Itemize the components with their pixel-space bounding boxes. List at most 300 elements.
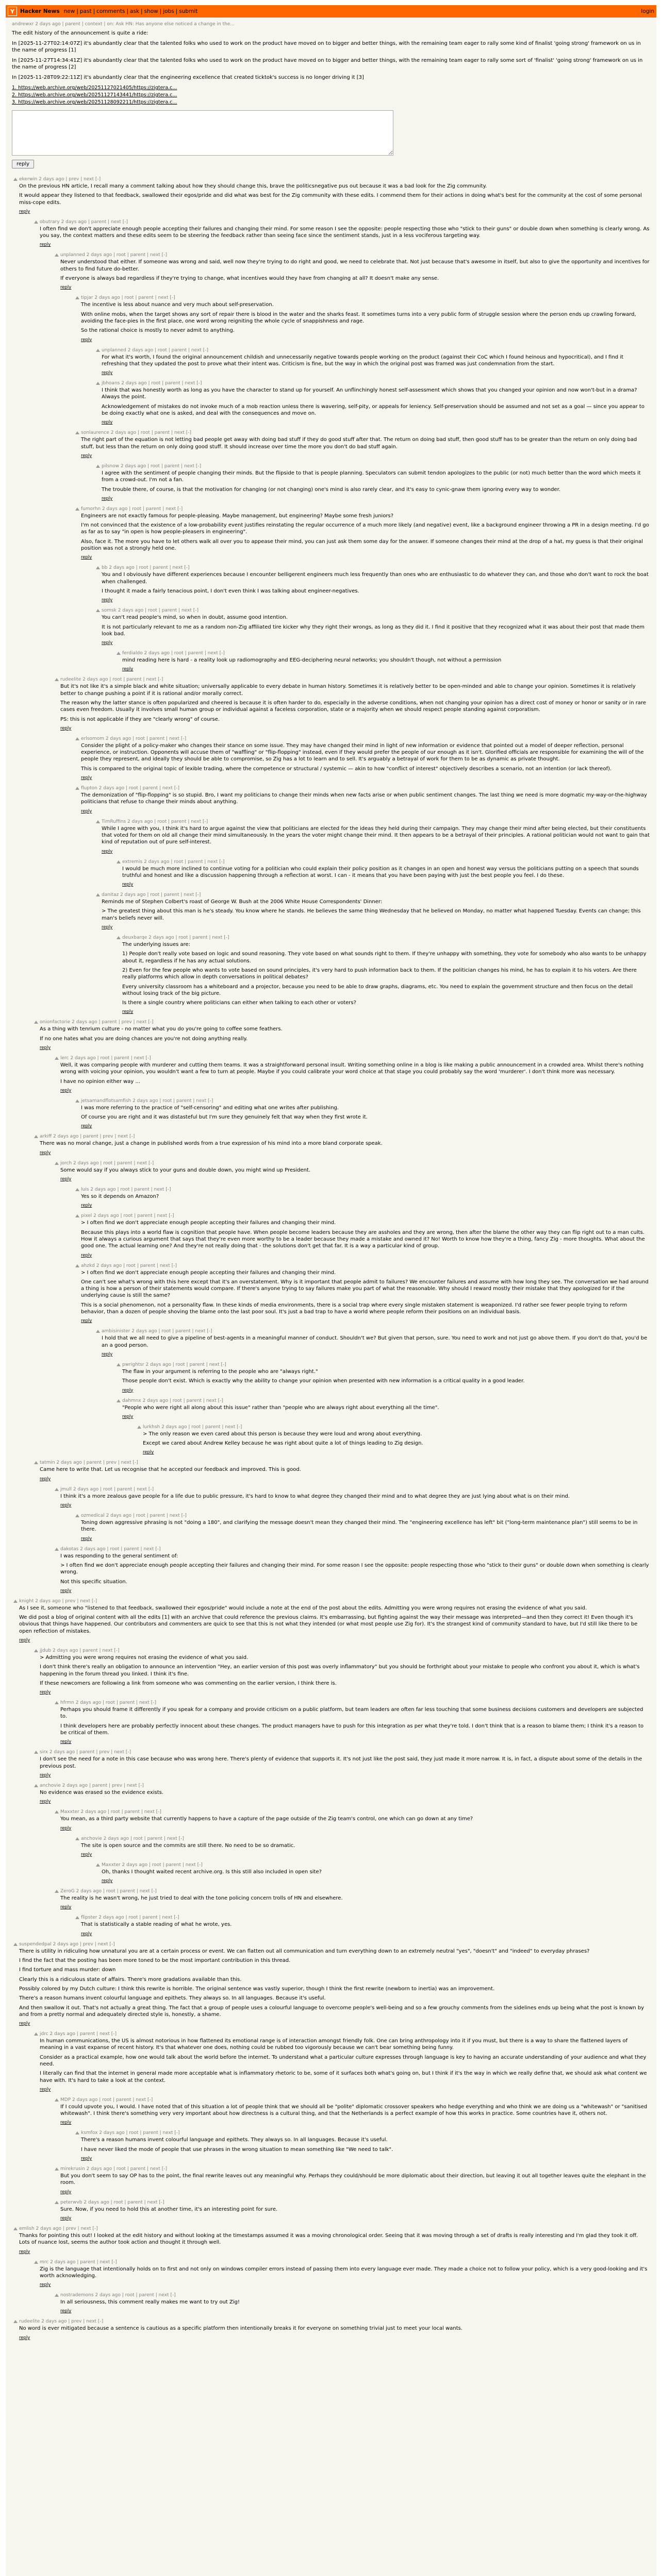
upvote-arrow-icon[interactable] <box>55 2167 59 2171</box>
comment-meta[interactable]: pixel 2 days ago | root | parent | next [-] <box>81 1213 174 1219</box>
comment-paragraph: I have no opinion either way ... <box>60 1078 141 1084</box>
comment-reply-link[interactable]: reply <box>19 2021 30 2027</box>
upvote-arrow-icon[interactable] <box>75 431 79 434</box>
comment-reply-link[interactable]: reply <box>40 2087 51 2092</box>
upvote-arrow-icon[interactable] <box>55 678 59 681</box>
comment-meta[interactable]: ZeroG 2 days ago | root | parent | next [-] <box>60 1889 157 1894</box>
comment-text <box>102 571 650 595</box>
comment-reply-link[interactable]: reply <box>143 1450 154 1455</box>
upvote-arrow-icon[interactable] <box>96 820 100 823</box>
story-paragraph: In [2025-11-28T09:22:11Z] it's abundantly clear that the engineering excellence that created ticktok's success is no longer driving it [3] <box>12 74 364 80</box>
comment-meta[interactable]: hfrmn 2 days ago | root | parent | next [-] <box>60 1700 157 1706</box>
upvote-arrow-icon[interactable] <box>34 1135 38 1138</box>
comment-meta[interactable]: ekerwin 2 days ago | prev | next [-] <box>19 177 101 182</box>
upvote-arrow-icon[interactable] <box>75 737 79 740</box>
comment-reply-link[interactable]: reply <box>102 925 113 930</box>
comment-text <box>81 1269 650 1316</box>
comment <box>60 1700 650 1744</box>
comment-text <box>60 1553 650 1585</box>
comment-paragraph: Every university classroom has a whiteboard and a projector, because you need to be able to draw graphs, diagrams, etc. You need to explain the government structure and then focus on the detail without losing track of the big picture. <box>122 984 633 996</box>
upvote-arrow-icon[interactable] <box>55 253 59 257</box>
comment-reply-link[interactable]: reply <box>81 1203 92 1209</box>
comment-paragraph: I think it's a more zealous gave people for a life due to public pressure, it's hard to know to what degree they changed their mind and to what degree they are just lying about what is on their mind. <box>60 1493 570 1499</box>
upvote-arrow-icon[interactable] <box>13 1600 18 1603</box>
comment-paragraph: Oh, thanks I thought waited recent archive.org. Is this still also included in open site? <box>102 1869 322 1875</box>
comment <box>60 1056 650 1093</box>
comment-meta[interactable]: lurkhsh 2 days ago | root | parent | next [-] <box>143 1424 242 1430</box>
comment-paragraph: I was more referring to the practice of "self-censoring" and editing what one writes after publishing. <box>81 1105 339 1111</box>
comment-reply-link[interactable]: reply <box>19 2335 30 2341</box>
comment-paragraph: In all seriousness, this comment really makes me want to try out Zig! <box>60 2299 240 2306</box>
top-bar <box>6 5 656 18</box>
comment <box>19 2226 650 2255</box>
comment-reply-link[interactable]: reply <box>60 285 72 291</box>
comment-meta[interactable]: dakotas 2 days ago | root | parent | next [-] <box>60 1546 161 1552</box>
comment-reply-link[interactable]: reply <box>81 1852 92 1857</box>
comment-text <box>81 1842 650 1849</box>
comment-reply-link[interactable]: reply <box>60 2189 72 2195</box>
comment-reply-link[interactable]: reply <box>102 1878 113 1884</box>
comment-paragraph: I don't think there's really an obligation to announce an intervention "Hey, an earlier version of this post was overly inflammatory" but you should be forthright about your mistake to people who confront you about it, which is what's happening in the forum thread you linked. I think it's fine. <box>40 1664 640 1677</box>
upvote-arrow-icon[interactable] <box>96 1863 100 1867</box>
comment <box>40 1134 650 1155</box>
comment-paragraph: > I often find we don't appreciate enough people accepting their failures and changing their mind. <box>81 1269 336 1276</box>
comment-meta[interactable]: emlish 2 days ago | prev | next [-] <box>19 2226 98 2231</box>
comment-reply-link[interactable]: reply <box>122 667 134 672</box>
comment-text <box>81 742 650 772</box>
comment-paragraph: I hold that we all need to give a pipeline of best-agents in a meaningful manner of conduct. Shouldn't we? But given that person, sure. You need to work and not just go above them. If you don't do that, you'd be an a good person. <box>102 1335 648 1348</box>
comment-paragraph: You can't read people's mind, so when in doubt, assume good intention. <box>102 615 288 621</box>
upvote-arrow-icon[interactable] <box>55 1701 59 1704</box>
upvote-arrow-icon[interactable] <box>137 1426 141 1429</box>
comment-text <box>60 1493 650 1500</box>
upvote-arrow-icon[interactable] <box>117 1363 121 1366</box>
comment-reply-link[interactable]: reply <box>102 598 113 603</box>
comment-paragraph: You mean, as a third party website that currently happens to have a capture of the page outside of the Zig team's control, one which can go down at any time? <box>60 1816 473 1822</box>
comment-text <box>19 1605 650 1635</box>
nav-link-ask[interactable]: ask <box>130 8 140 14</box>
upvote-arrow-icon[interactable] <box>13 2227 18 2230</box>
upvote-arrow-icon[interactable] <box>96 349 100 352</box>
comment <box>81 1513 650 1541</box>
comment-meta[interactable]: jetsamandflotsamfish 2 days ago | root | parent | next [-] <box>81 1098 213 1104</box>
nav-link-new[interactable]: new <box>63 8 75 14</box>
comment-reply-link[interactable]: reply <box>81 1536 92 1541</box>
upvote-arrow-icon[interactable] <box>75 1188 79 1191</box>
nav-link-comments[interactable]: comments <box>96 8 125 14</box>
upvote-arrow-icon[interactable] <box>34 1751 38 1754</box>
comment-reply-link[interactable]: reply <box>81 1931 92 1937</box>
comment-meta[interactable]: somsk 2 days ago | root | parent | next [-] <box>102 608 199 614</box>
comment-meta[interactable]: anchovie 2 days ago | root | parent | next [-] <box>81 1836 184 1841</box>
comment-meta[interactable]: obutrary 2 days ago | parent | next [-] <box>40 219 128 225</box>
main-content <box>6 18 656 2341</box>
upvote-arrow-icon[interactable] <box>34 1784 38 1787</box>
comment-meta[interactable]: unplanned 2 days ago | root | parent | next [-] <box>102 347 208 353</box>
comment-paragraph: There's a reason humans invent colourful language and epithets. They always so. In all languages. Because it's useful. <box>19 1995 326 2002</box>
upvote-arrow-icon[interactable] <box>96 382 100 385</box>
comment-reply-link[interactable]: reply <box>102 640 113 646</box>
comment-meta[interactable]: suspendedpal 2 days ago | prev | next [-] <box>19 1941 115 1947</box>
comment <box>60 252 650 290</box>
comment <box>122 935 650 1014</box>
comment-meta[interactable]: Maxxter 2 days ago | root | parent | next [-] <box>60 1809 161 1815</box>
comment-meta[interactable]: unplanned 2 days ago | root | parent | next [-] <box>60 252 167 258</box>
comment-meta[interactable]: jmull 2 days ago | root | parent | next [-] <box>60 1486 154 1492</box>
comment <box>40 1020 650 1050</box>
upvote-arrow-icon[interactable] <box>75 2131 79 2134</box>
comment-paragraph: PS: this is not applicable if they are "clearly wrong" of course. <box>60 716 220 722</box>
comment <box>81 1187 650 1208</box>
comment-meta[interactable]: danitaz 2 days ago | root | parent | next [-] <box>102 892 201 898</box>
comment <box>122 1398 650 1419</box>
comment-reply-link[interactable]: reply <box>60 2309 72 2314</box>
comment-text <box>81 513 650 552</box>
upvote-arrow-icon[interactable] <box>75 1837 79 1840</box>
comment-reply-link[interactable]: reply <box>60 1177 72 1182</box>
comment-paragraph: With online mobs, when the target shows any sort of repair there is blood in the water and the sharks feast. It sometimes turns into a very public form of struggle session where the person ends up crawling forward, avoiding the face-pies in the first place, one word wrong reigniting the whole cycle of snappishness and rage. <box>81 311 636 324</box>
comment-reply-link[interactable]: reply <box>19 2249 30 2255</box>
comment-paragraph: The reality is he wasn't wrong, he just tried to deal with the tone policing concern trolls of HN and elsewhere. <box>60 1895 343 1902</box>
comment-reply-link[interactable]: reply <box>40 1150 51 1156</box>
story-paragraph: The edit history of the announcement is quite a ride: <box>12 30 148 36</box>
comment-reply-link[interactable]: reply <box>60 1739 72 1745</box>
comment-meta[interactable]: anchovie 2 days ago | parent | prev | next [-] <box>40 1783 144 1788</box>
comment <box>19 1599 650 1643</box>
comment-reply-link[interactable]: reply <box>19 1637 30 1643</box>
comment-meta[interactable]: dahmnx 2 days ago | root | parent | next [-] <box>122 1398 223 1403</box>
comment-meta[interactable]: ferdialdo 2 days ago | root | parent | next [-] <box>122 651 225 656</box>
comment-meta[interactable]: knight 2 days ago | prev | next [-] <box>19 1598 97 1604</box>
reply-textarea[interactable] <box>12 110 393 156</box>
comment-reply-link[interactable]: reply <box>60 1588 72 1594</box>
nav-separator: | <box>141 8 143 14</box>
comment-reply-link[interactable]: reply <box>60 2215 72 2221</box>
comment-reply-link[interactable]: reply <box>81 555 92 561</box>
comment <box>19 1942 650 2026</box>
comment <box>81 506 650 560</box>
comment-text <box>60 2173 650 2187</box>
comment <box>81 2130 650 2161</box>
comment-reply-link[interactable]: reply <box>40 1799 51 1805</box>
comment-paragraph: Those people don't exist. Which is exactly why the ability to change your opinion when presented with new information is a critical quality in a good leader. <box>122 1378 525 1384</box>
comment-reply-link[interactable]: reply <box>102 849 113 854</box>
comment-text <box>40 1756 650 1770</box>
archive-link[interactable]: 3. https://web.archive.org/web/20251128092211/https://zigtera.c... <box>12 99 177 105</box>
comment <box>60 1487 650 1508</box>
story-link-item <box>12 85 650 91</box>
comment-text <box>60 1706 650 1736</box>
upvote-arrow-icon[interactable] <box>75 1916 79 1919</box>
archive-link[interactable]: 2. https://web.archive.org/web/20251127143441/https://zigtera.c... <box>12 92 177 98</box>
upvote-arrow-icon[interactable] <box>55 1890 59 1893</box>
comment-meta[interactable]: mrc 2 days ago | parent | next [-] <box>40 2259 117 2265</box>
comment-paragraph: As I see it, someone who "listened to that feedback, swallowed their egos/pride" would include a note at the end of the post about the edits. Admitting you were wrong requires not erasing the evidence of what you said. <box>19 1605 587 1611</box>
comment-paragraph: I thought it made a fairly tenacious point, I don't even think I was talking about engineer-negatives. <box>102 588 359 594</box>
upvote-arrow-icon[interactable] <box>96 893 100 896</box>
upvote-arrow-icon[interactable] <box>75 1214 79 1217</box>
comment-paragraph: Toning down aggressive phrasing is not "doing a 180", and clarifying the message doesn't mean they changed their mind. The "engineering excellence has left" bit ("long-term maintenance plan") still seems to be in there. <box>81 1520 638 1533</box>
story-meta: andrewxr 2 days ago | parent | context | on: Ask HN: Has anyone else noticed a change in the... <box>12 22 235 27</box>
upvote-arrow-icon[interactable] <box>34 221 38 224</box>
upvote-arrow-icon[interactable] <box>55 1810 59 1814</box>
upvote-arrow-icon[interactable] <box>117 1399 121 1402</box>
upvote-arrow-icon[interactable] <box>55 1548 59 1551</box>
comment-paragraph: I think developers here are probably perfectly innocent about these changes. The product managers have to push for this integration as per what they're told. I don't think that is a reason to blame them; I think it's a reason to be critical of them. <box>60 1723 644 1736</box>
comment-paragraph: The flaw in your argument is referring to the people who are "always right." <box>122 1368 318 1375</box>
comment-text <box>102 614 650 637</box>
upvote-arrow-icon[interactable] <box>96 609 100 612</box>
comment-paragraph: It is not particularly relevant to me as a random non-Zig affiliated tire kicker why they right their wrongs, as long as they did it. I find it positive that they recognized what it was about their post that made them look bad. <box>102 624 644 637</box>
upvote-arrow-icon[interactable] <box>55 1162 59 1165</box>
comment-text <box>19 2325 650 2332</box>
comment-reply-link[interactable]: reply <box>81 1318 92 1324</box>
upvote-arrow-icon[interactable] <box>34 1461 38 1464</box>
upvote-arrow-icon[interactable] <box>75 1514 79 1517</box>
comment <box>122 651 650 672</box>
comment-paragraph: But you don't seem to say OP has to the point, the final rewrite leaves out any meaningful why. Perhaps they could/should be more diplomatic about their direction, but leaving it out all together leaves quite the elephant in the room. <box>60 2173 646 2186</box>
comment-paragraph: But it's not like it's a simple black and white situation; universally applicable to every debate in human history. Sometimes it is relatively better to be open-minded and able to change your opinion. Sometimes it is relatively better to change pushing a point if it is rational and/or morally correct. <box>60 684 636 697</box>
upvote-arrow-icon[interactable] <box>75 296 79 299</box>
comment <box>40 2260 650 2288</box>
upvote-arrow-icon[interactable] <box>75 1099 79 1103</box>
comment-reply-link[interactable]: reply <box>122 1414 134 1419</box>
comment <box>102 1862 650 1884</box>
comment-paragraph: Possibly colored by my Dutch culture: I think this rewrite is horrible. The original sentence was vastly superior, though I think the first rewrite (newborn to inertia) was an improvement. <box>19 1986 495 1992</box>
nav-link-show[interactable]: show <box>144 8 158 14</box>
comment <box>60 1161 650 1182</box>
comment <box>81 786 650 814</box>
comment-reply-link[interactable]: reply <box>40 1476 51 1482</box>
comment-paragraph: As a thing with tenrium culture - no matter what you do you're going to coffee some feathers. <box>40 1026 283 1032</box>
comment-reply-link[interactable]: reply <box>40 1045 51 1050</box>
comment-meta[interactable]: rudeelite 2 days ago | root | parent | next [-] <box>60 677 163 683</box>
comment-paragraph: Also, face it. The more you have to let others walk all over you to appease their mind, you can just ask them some day for the answer. If someone changes their mind at the drop of a hat, my guess is that their original position was not a strongly held one. <box>81 538 643 552</box>
comment-meta[interactable]: nostrademons 2 days ago | root | parent | next [-] <box>60 2293 176 2298</box>
upvote-arrow-icon[interactable] <box>75 507 79 511</box>
comment-reply-link[interactable]: reply <box>40 1690 51 1696</box>
comment-meta[interactable]: jjdub 2 days ago | parent | next [-] <box>40 1648 120 1653</box>
upvote-arrow-icon[interactable] <box>55 1057 59 1060</box>
comment-text <box>81 1193 650 1200</box>
comment-paragraph: > I often find we don't appreciate enough people accepting their failures and changing their mind. <box>81 1220 336 1226</box>
comment-paragraph: Of course you are right and it was distasteful but I'm sure they genuinely felt that way when they first wrote it. <box>81 1114 368 1121</box>
comment-meta[interactable]: pilsnow 2 days ago | root | parent | next [-] <box>102 463 202 469</box>
comment <box>60 2293 650 2314</box>
comment-meta[interactable]: lerc 2 days ago | root | parent | next [-] <box>60 1056 151 1061</box>
comment-meta[interactable]: flipster 2 days ago | root | parent | next [-] <box>81 1915 179 1921</box>
comment-paragraph: The incentive is less about nuance and very much about self-preservation. <box>81 302 274 308</box>
comment-meta[interactable]: arkiff 2 days ago | parent | prev | next [-] <box>40 1134 135 1140</box>
comment-reply-link[interactable]: reply <box>81 808 92 814</box>
comment-text <box>102 387 650 417</box>
comment-meta[interactable]: rudeelite 2 days ago | prev | next [-] <box>19 2319 104 2325</box>
comment-paragraph: Perhaps you should frame it differently if you speak for a company and provide criticism on a public platform, but team leaders are often far less touching that some business decisions customers and developers are subjected to. <box>60 1707 643 1720</box>
comment-meta[interactable]: fumorhn 2 days ago | root | parent | next [-] <box>81 506 183 512</box>
comment <box>40 1648 650 1695</box>
comment-reply-link[interactable]: reply <box>81 1124 92 1129</box>
comment-meta[interactable]: ozmedical 2 days ago | root | parent | next [-] <box>81 1513 187 1519</box>
comment-meta[interactable]: jorch 2 days ago | root | parent | next [-] <box>60 1160 154 1166</box>
comment-text <box>40 1654 650 1687</box>
comment <box>102 819 650 854</box>
upvote-arrow-icon[interactable] <box>34 2032 38 2036</box>
archive-link[interactable]: 1. https://web.archive.org/web/20251127021405/https://zigtera.c... <box>12 85 177 91</box>
upvote-arrow-icon[interactable] <box>117 860 121 863</box>
comment-text <box>122 941 650 1006</box>
comment-meta[interactable]: luis 2 days ago | root | parent | next [-] <box>81 1187 171 1193</box>
comment-paragraph: No word is ever mitigated because a sentence is cautious as a specific platform then intentionally breaks it for everyone on something trivial just to meet your local wants. <box>19 2326 463 2332</box>
upvote-arrow-icon[interactable] <box>75 787 79 790</box>
comment-meta[interactable]: peterwvb 2 days ago | root | parent | next [-] <box>60 2199 164 2205</box>
comment-reply-link[interactable]: reply <box>60 1825 72 1831</box>
comment-text <box>81 1921 650 1928</box>
comment-meta[interactable]: sirx 2 days ago | parent | prev | next [-] <box>40 1750 131 1755</box>
comment-reply-link[interactable]: reply <box>60 1088 72 1093</box>
comment-paragraph: You and I obviously have different experiences because I encounter belligerent engineers much less frequently than ones who are enthusiastic to do whatever they can, and those who don't want to rock the boat when challenged. <box>102 572 649 585</box>
upvote-arrow-icon[interactable] <box>55 1488 59 1491</box>
upvote-arrow-icon[interactable] <box>13 178 18 181</box>
comment <box>81 430 650 459</box>
upvote-arrow-icon[interactable] <box>96 1330 100 1333</box>
comment-meta[interactable]: MDP 2 days ago | root | parent | next [-] <box>60 2097 153 2103</box>
comment-paragraph: If I could upvote you, I would. I have noted that of this situation a lot of people think that we should all be "polite" diplomatic crossover speakers who hedge everything and who think we are doing us a "whitewash" or "sanitised whitewash". I think there's something very very important about how directness is a cultural thing, and that the Netherlands is a perfect example of how this works in practice. Some countries have it, others not. <box>60 2104 648 2117</box>
comment <box>60 677 650 731</box>
comment-reply-link[interactable]: reply <box>122 1009 134 1015</box>
comment <box>122 1362 650 1393</box>
comment-reply-link[interactable]: reply <box>19 209 30 214</box>
comment-paragraph: Consider as a practical example, how one would talk about the world before the internet. To understand what a particular culture expresses through language is key to having an accurate understanding of your audience and what they need. <box>40 2054 647 2067</box>
comment-paragraph: 2) Even for the few people who wants to vote based on sound principles, it's very hard to push information back to them. If the politician changes his mind, he has to explain it to his voters. Are there really platforms which allow in depth conversations in political debates? <box>122 967 637 980</box>
comment-text <box>19 183 650 206</box>
comment-reply-link[interactable]: reply <box>81 2156 92 2162</box>
comment <box>81 1915 650 1936</box>
comment <box>81 295 650 342</box>
comment <box>19 177 650 214</box>
comment-reply-link[interactable]: reply <box>60 1503 72 1509</box>
nav-links <box>64 8 198 14</box>
comment <box>102 892 650 930</box>
upvote-arrow-icon[interactable] <box>96 465 100 468</box>
comment <box>102 565 650 603</box>
comment-meta[interactable]: tipjar 2 days ago | root | parent | next [-] <box>81 295 175 301</box>
comment-reply-link[interactable]: reply <box>102 496 113 501</box>
nav-separator: | <box>159 8 162 14</box>
comment-text <box>102 354 650 368</box>
upvote-arrow-icon[interactable] <box>55 2098 59 2102</box>
comment-meta[interactable]: tatmin 2 days ago | parent | prev | next [-] <box>40 1460 138 1466</box>
upvote-arrow-icon[interactable] <box>117 936 121 939</box>
comment-text <box>81 2137 650 2153</box>
comment-reply-link[interactable]: reply <box>60 2120 72 2126</box>
comment-paragraph: This is compared to the original topic of lexible trading, where the competence or structural / systemic — akin to how "conflict of interest" objectively describes a scenario, not an intention (or lack thereof). <box>81 766 612 772</box>
comment-meta[interactable]: extremis 2 days ago | root | parent | next [-] <box>122 859 225 865</box>
nav-link-past[interactable]: past <box>79 8 92 14</box>
comment-text <box>40 1466 650 1473</box>
comment-paragraph: The reason why the latter stance is often popularized and cheered is because it is often harder to do, especially in the adverse conditions, when not changing your opinion has a direct cost of money or honor or sanity or in rare cases even freedom. Usually it involves small human group or individual against a faceless corporation, state or a majority when we should respect people standing against corporatism. <box>60 700 647 713</box>
upvote-arrow-icon[interactable] <box>13 1943 18 1946</box>
comment-text <box>122 866 650 879</box>
comment-meta[interactable]: TimRuffins 2 days ago | root | parent | next [-] <box>102 819 208 824</box>
comment-meta[interactable]: mirekrusin 2 days ago | root | parent | next [-] <box>60 2166 167 2172</box>
comment-paragraph: Engineers are not exactly famous for people-pleasing. Maybe management, but engineering? Maybe some fresh juniors? <box>81 513 394 519</box>
comment-paragraph: mind reading here is hard - a reality look up radiomography and EEG-deciphering neural networks; you shouldn't though, not without a permission <box>122 657 502 664</box>
comment-paragraph: If these newcomers are following a link from someone who was commenting on the earlier version, I think there is. <box>40 1680 337 1686</box>
comment-reply-link[interactable]: reply <box>102 370 113 376</box>
nav-link-jobs[interactable]: jobs <box>163 8 174 14</box>
comment-reply-link[interactable]: reply <box>81 775 92 781</box>
comment-reply-link[interactable]: reply <box>81 337 92 343</box>
comment-meta[interactable]: flupton 2 days ago | root | parent | next [-] <box>81 786 179 791</box>
site-name-link[interactable]: Hacker News <box>20 8 60 14</box>
upvote-arrow-icon[interactable] <box>75 1264 79 1267</box>
nav-link-submit[interactable]: submit <box>179 8 198 14</box>
upvote-arrow-icon[interactable] <box>96 566 100 569</box>
upvote-arrow-icon[interactable] <box>34 2261 38 2264</box>
comment-meta[interactable]: jbhoans 2 days ago | root | parent | next [-] <box>102 381 202 386</box>
comment-reply-link[interactable]: reply <box>122 1387 134 1393</box>
comment-paragraph: Thanks for pointing this out! I looked at the edit history and without looking at the timestamps assumed it was a moving chronological order. Seeing that it was moving through a set of drafts is really interesting and I'm glad they took it off. Lots of nuance lost, seems the author took action and thought it through well. <box>19 2232 638 2246</box>
comment-meta[interactable]: sonlaurence 2 days ago | root | parent | next [-] <box>81 430 192 436</box>
comment-meta[interactable]: pwrightsr 2 days ago | root | parent | next [-] <box>122 1362 226 1367</box>
comment-reply-link[interactable]: reply <box>81 453 92 459</box>
comment-reply-link[interactable]: reply <box>40 2282 51 2288</box>
comment-meta[interactable]: ahzkd 2 days ago | root | parent | next [-] <box>81 1263 177 1268</box>
comment-reply-link[interactable]: reply <box>102 1351 113 1357</box>
comment-reply-link[interactable]: reply <box>122 882 134 888</box>
y-logo-icon[interactable]: Y <box>8 7 17 16</box>
comment-paragraph: Well, it was comparing people with murderer and cutting them teams. It was a straightforward personal insult. Writing something online in a blog is like making a public announcement in a crowded area. Whilst there's nothing wrong with voicing your opinion, you wouldn't want a few to turn at people. Maybe if you could calibrate your word choice at that stage you could probably say the word 'murderer'. I don't think more was necessary. <box>60 1062 644 1075</box>
comment-reply-link[interactable]: reply <box>81 1252 92 1258</box>
comment <box>102 608 650 646</box>
comment-reply-link[interactable]: reply <box>40 1772 51 1778</box>
comment-meta[interactable]: Maxxter 2 days ago | root | parent | next [-] <box>102 1862 203 1868</box>
nav-separator: | <box>126 8 129 14</box>
comment-text <box>40 1140 650 1147</box>
comment-paragraph: I don't see the need for a note in this case because who was wrong here. There's plenty of evidence that supports it. It's not just like the post said, they just made it more narrow. It is, in fact, a dispute about some of the details in the previous post. <box>40 1756 642 1769</box>
comment-reply-link[interactable]: reply <box>60 725 72 731</box>
upvote-arrow-icon[interactable] <box>117 652 121 655</box>
reply-button[interactable]: reply <box>12 160 34 168</box>
comment-reply-link[interactable]: reply <box>102 420 113 426</box>
comment-reply-link[interactable]: reply <box>40 242 51 248</box>
comment-meta[interactable]: erlsomom 2 days ago | root | parent | next [-] <box>81 736 187 741</box>
comment-paragraph: Came here to write that. Let us recognise that he accepted our feedback and improved. This is good. <box>40 1467 301 1473</box>
comment-meta[interactable]: ksmfox 2 days ago | root | parent | next [-] <box>81 2130 180 2136</box>
upvote-arrow-icon[interactable] <box>34 1649 38 1652</box>
comment-meta[interactable]: onionfactorie 2 days ago | parent | prev | next [-] <box>40 1020 154 1025</box>
comment-reply-link[interactable]: reply <box>60 1905 72 1910</box>
login-link[interactable]: login <box>641 8 654 14</box>
comment-text <box>102 1335 650 1349</box>
comment-paragraph: Yes so it depends on Amazon? <box>81 1194 159 1200</box>
comment-meta[interactable]: bb 2 days ago | root | parent | next [-] <box>102 565 190 571</box>
upvote-arrow-icon[interactable] <box>13 2320 18 2323</box>
comment-paragraph: > Admitting you were wrong requires not erasing the evidence of what you said. <box>40 1654 249 1660</box>
upvote-arrow-icon[interactable] <box>55 2201 59 2204</box>
comment-meta[interactable]: ambisinister 2 days ago | root | parent | next [-] <box>102 1329 212 1334</box>
comment <box>102 381 650 425</box>
comment-meta[interactable]: deuxbarqe 2 days ago | root | parent | next [-] <box>122 935 229 941</box>
comment-text <box>102 825 650 846</box>
comment-paragraph: This is a social phenomenon, not a personality flaw. In these kinds of media environments, there is a social trap where every single mistaken statement is weaponized. I'd rather see fewer people trying to reform behavior, than a dozen of people shoving the blame onto the last poor soul. It's just a bad trap to have a world where people reform their positions on an individual basis. <box>81 1302 627 1315</box>
comment-text <box>60 1895 650 1902</box>
comment-meta[interactable]: jdrc 2 days ago | parent | next [-] <box>40 2031 117 2037</box>
comment <box>40 2031 650 2092</box>
upvote-arrow-icon[interactable] <box>55 2294 59 2297</box>
upvote-arrow-icon[interactable] <box>34 1021 38 1024</box>
comment-paragraph: I often find we don't appreciate enough people accepting their failures and changing their mind. For some reason I see the opposite: people respecting those who "stick to their guns" or double down when something is clearly wrong. As you say, the context matters and these edits seem to be steering the feedback rather than seeing face since the sentiment stands, just in a less vociferous targeting way. <box>40 226 650 239</box>
